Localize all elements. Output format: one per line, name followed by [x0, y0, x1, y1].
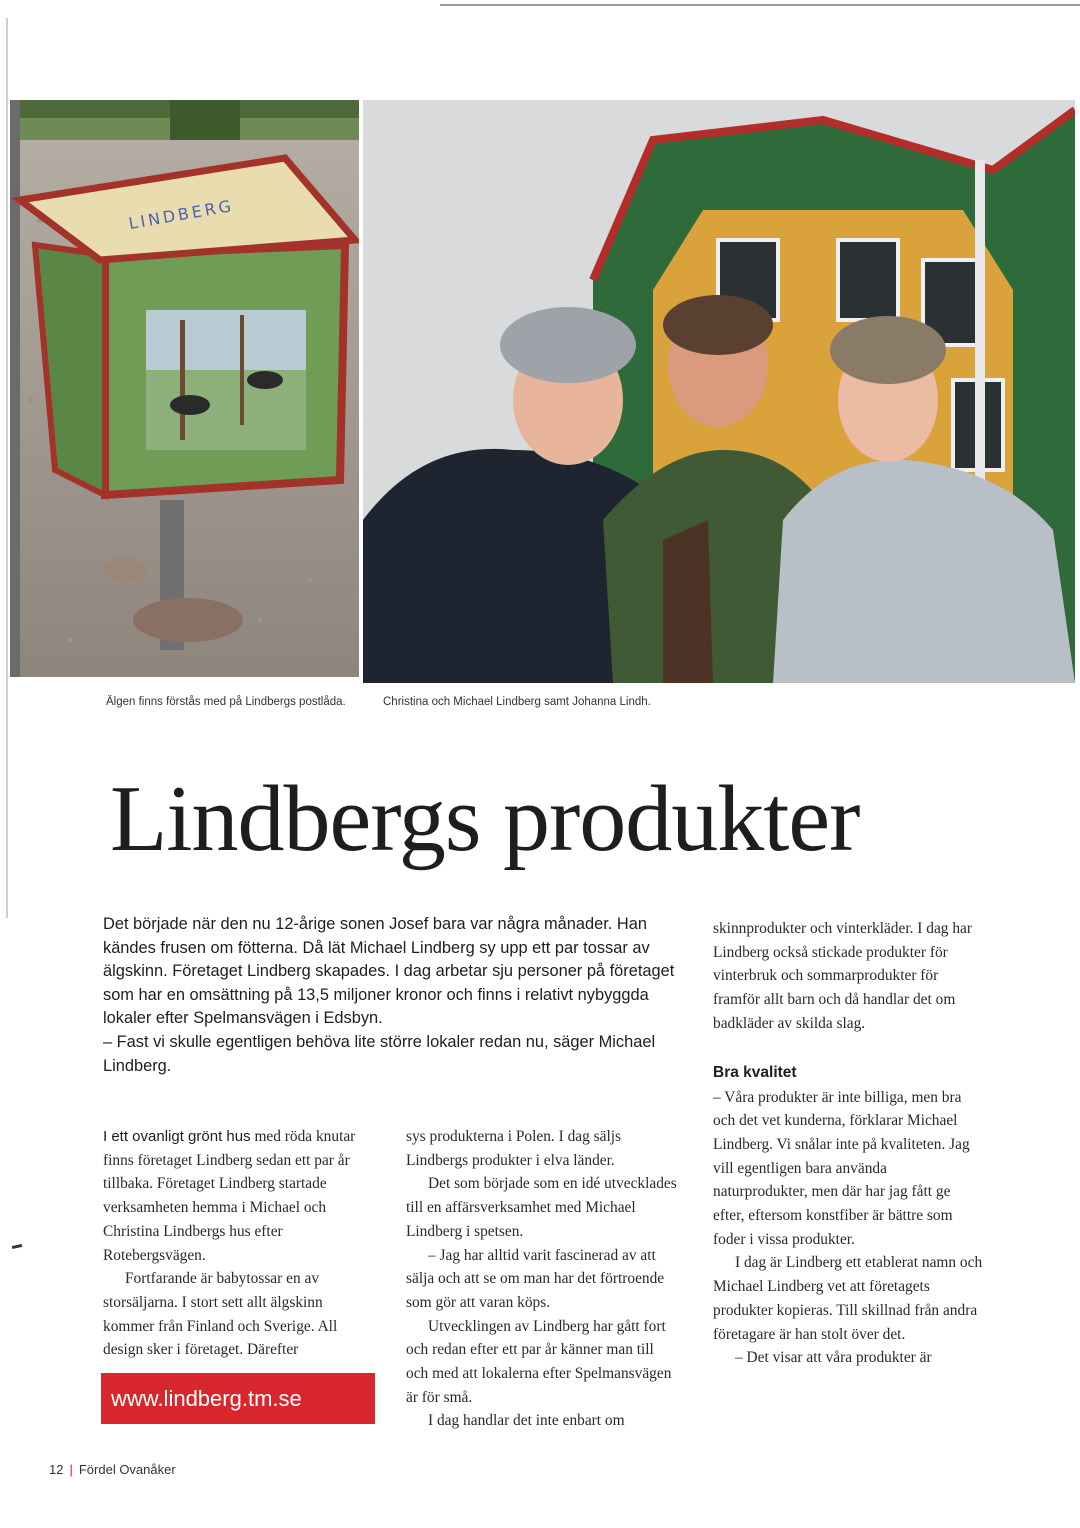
body-column-3: [713, 917, 985, 1370]
col2-paragraph-1: sys produkterna i Polen. I dag säljs Lindbergs produkter i elva länder.: [406, 1128, 622, 1169]
lead-text: Det började när den nu 12-årige sonen Josef bara var några månader. Han kändes frusen om fötterna. Då lät Michael Lindberg sy upp ett par tossar av älgskinn. Företaget Lindberg skapades. I dag arbetar sju personer på företaget som har en omsättning på 13,5 miljoner kronor och finns i relativt nybyggda lokaler efter Spelmansvägen i Edsbyn.: [103, 915, 675, 1028]
publication-name: Fördel Ovanåker: [78, 1462, 176, 1477]
col2-paragraph-4: Utvecklingen av Lindberg har gått fort och redan efter ett par år känner man till och med att lokalerna efter Spelmansvägen är för små.: [406, 1317, 672, 1406]
footer-separator: |: [69, 1462, 73, 1477]
article-lead: [103, 913, 691, 1078]
website-link-box[interactable]: [101, 1373, 375, 1424]
body-column-2: [406, 1125, 678, 1433]
mailbox-caption: Älgen finns förstås med på Lindbergs postlåda.: [106, 696, 346, 708]
top-rule: [440, 4, 1080, 6]
col1-paragraph-1-text: med röda knutar finns företaget Lindberg sedan ett par år tillbaka. Företaget Lindberg startade verksamheten hemma i Michael och Christina Lindbergs hus efter Rotebergsvägen.: [103, 1128, 356, 1264]
page-edge-rule: [6, 18, 8, 918]
col2-paragraph-5: I dag handlar det inte enbart om: [428, 1412, 625, 1430]
family-caption: Christina och Michael Lindberg samt Johanna Lindh.: [383, 696, 651, 708]
page-footer: [49, 1462, 176, 1477]
col3-paragraph-2: – Våra produkter är inte billiga, men bra och det vet kunderna, förklarar Michael Lindberg. Vi snålar inte på kvaliteten. Jag vill egentligen bara använda naturprodukter, men där har jag fått ge efter, eftersom konstfiber är bättre som foder i vissa produkter.: [713, 1088, 970, 1248]
col3-paragraph-4: – Det visar att våra produkter är: [735, 1349, 932, 1367]
subheading: Bra kvalitet: [713, 1063, 797, 1081]
col1-paragraph-1: [103, 1125, 365, 1267]
mailbox-sign-text: LINDBERG: [127, 195, 236, 234]
col2-paragraph-2: Det som började som en idé utvecklades till en affärsverksamhet med Michael Lindberg i spetsen.: [406, 1175, 677, 1240]
run-in-text: I ett ovanligt grönt hus: [103, 1128, 251, 1145]
col2-paragraph-3: – Jag har alltid varit fascinerad av att sälja och att se om man har det förtroende som gör att varan köps.: [406, 1246, 665, 1311]
mailbox-photo: [10, 100, 359, 677]
col3-paragraph-1: skinnprodukter och vinterkläder. I dag har Lindberg också stickade produkter för vinterbruk och sommarprodukter för framför allt barn och då handlar det om badkläder av skilda slag.: [713, 920, 972, 1032]
article-headline: Lindbergs produkter: [110, 767, 860, 871]
page-number: 12: [49, 1462, 64, 1477]
body-column-1: [103, 1125, 365, 1362]
website-url[interactable]: www.lindberg.tm.se: [111, 1385, 302, 1411]
col3-paragraph-3: I dag är Lindberg ett etablerat namn och Michael Lindberg vet att företagets produkter kopieras. Till skillnad från andra företagare är han stolt över det.: [713, 1254, 983, 1343]
family-photo: [363, 100, 1075, 683]
margin-mark: [12, 1244, 22, 1249]
col1-paragraph-2: Fortfarande är babytossar en av storsäljarna. I stort sett allt älgskinn kommer från Finland och Sverige. All design sker i företaget. Därefter: [103, 1270, 338, 1359]
lead-quote: – Fast vi skulle egentligen behöva lite större lokaler redan nu, säger Michael Lindberg.: [103, 1032, 656, 1075]
